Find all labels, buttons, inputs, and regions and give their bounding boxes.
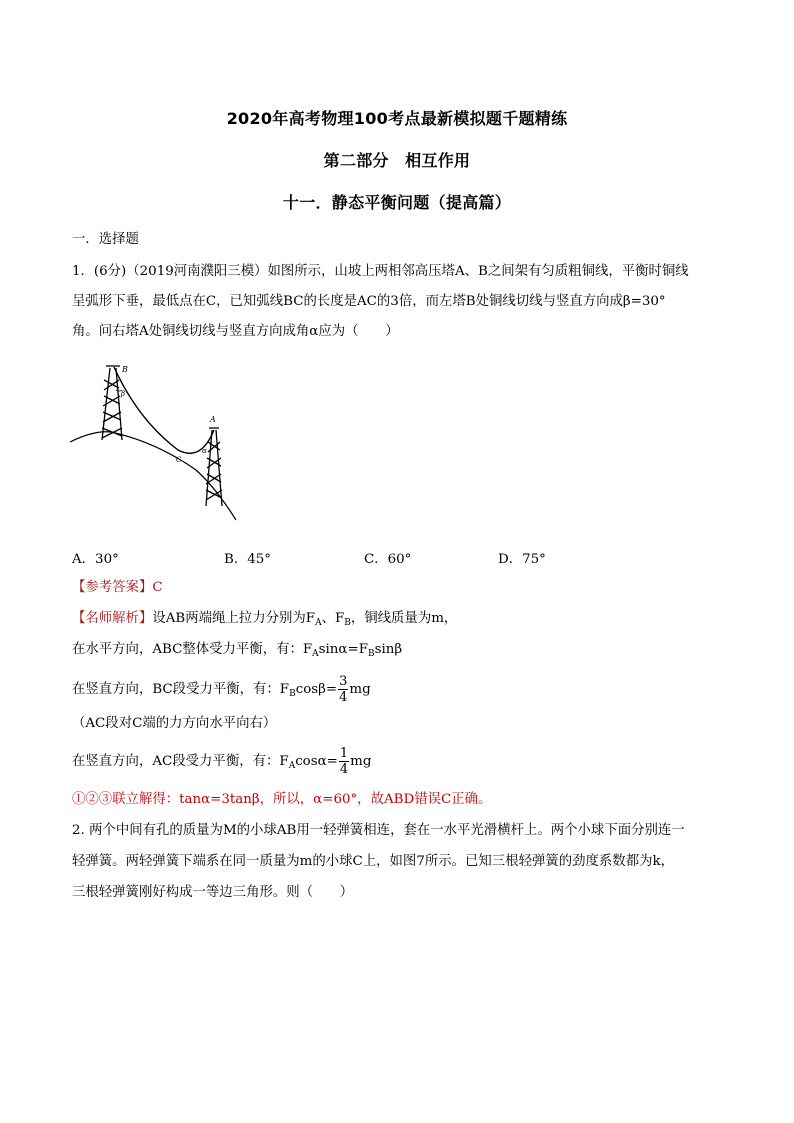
document-title: 2020年高考物理100考点最新模拟题千题精练 [226, 109, 568, 128]
label-c: C [176, 456, 182, 464]
q1-line-1: 1．(6分)（2019河南濮阳三模）如图所示，山坡上两相邻高压塔A、B之间架有匀质粗铜线，平衡时铜线 [72, 264, 689, 279]
q2-line-2: 轻弹簧。两轻弹簧下端系在同一质量为m的小球C上，如图7所示。已知三根轻弹簧的劲度系数都为k， [72, 854, 674, 869]
analysis-tag: 【名师解析】 [72, 611, 153, 626]
copper-wire [114, 367, 214, 453]
analysis-line-2: 在水平方向，ABC整体受力平衡，有：$F_A\sin\alpha=F_B\sin\beta$ [72, 642, 403, 659]
answer-value: C [152, 580, 163, 595]
answer-line [72, 578, 163, 598]
label-beta: β [121, 390, 126, 398]
section-heading: 一．选择题 [72, 232, 139, 247]
fraction-one-quarter: $\frac{1}{4}$ [339, 746, 349, 777]
answer-tag: 【参考答案】 [72, 580, 153, 595]
option-d: D．75° [498, 552, 546, 567]
power-line-figure [66, 360, 241, 530]
option-c: C．60° [364, 552, 412, 567]
q1-line-3: 角。问右塔A处铜线切线与竖直方向成角α应为（ ） [72, 324, 399, 339]
label-alpha: α [202, 447, 207, 455]
q1-line-2: 呈弧形下垂，最低点在C，已知弧线BC的长度是AC的3倍，而左塔B处铜线切线与竖直方向成β=30° [72, 294, 666, 309]
analysis-line-1: 【名师解析】设AB两端绳上拉力分别为$F_A$、$F_B$，铜线质量为m， [72, 611, 458, 628]
label-a: A [210, 415, 216, 424]
tower-a [206, 428, 222, 506]
option-a: A．30° [72, 552, 119, 567]
analysis-line-3: 在竖直方向，BC段受力平衡，有：$F_B\cos\beta=$ $\frac{3}{4}$ mg [72, 674, 371, 705]
part-heading: 第二部分 相互作用 [323, 151, 471, 170]
q2-line-3: 三根轻弹簧刚好构成一等边三角形。则（ ） [72, 885, 354, 900]
fraction-three-quarters: $\frac{3}{4}$ [339, 674, 348, 705]
analysis-conclusion: ①②③联立解得：tanα=3tanβ，所以，α=60°，故ABD错误C正确。 [72, 792, 492, 807]
analysis-line-4: （AC段对C端的力方向水平向右） [72, 716, 277, 731]
option-b: B．45° [224, 552, 271, 567]
analysis-line-5: 在竖直方向，AC段受力平衡，有：$F_A\cos\alpha=$ $\frac{1}{4}$ mg [72, 746, 372, 777]
chapter-heading: 十一．静态平衡问题（提高篇） [282, 193, 512, 212]
q2-line-1: 2. 两个中间有孔的质量为M的小球AB用一轻弹簧相连，套在一水平光滑横杆上。两个小球下面分别连一 [72, 823, 685, 838]
label-b: B [122, 365, 128, 374]
